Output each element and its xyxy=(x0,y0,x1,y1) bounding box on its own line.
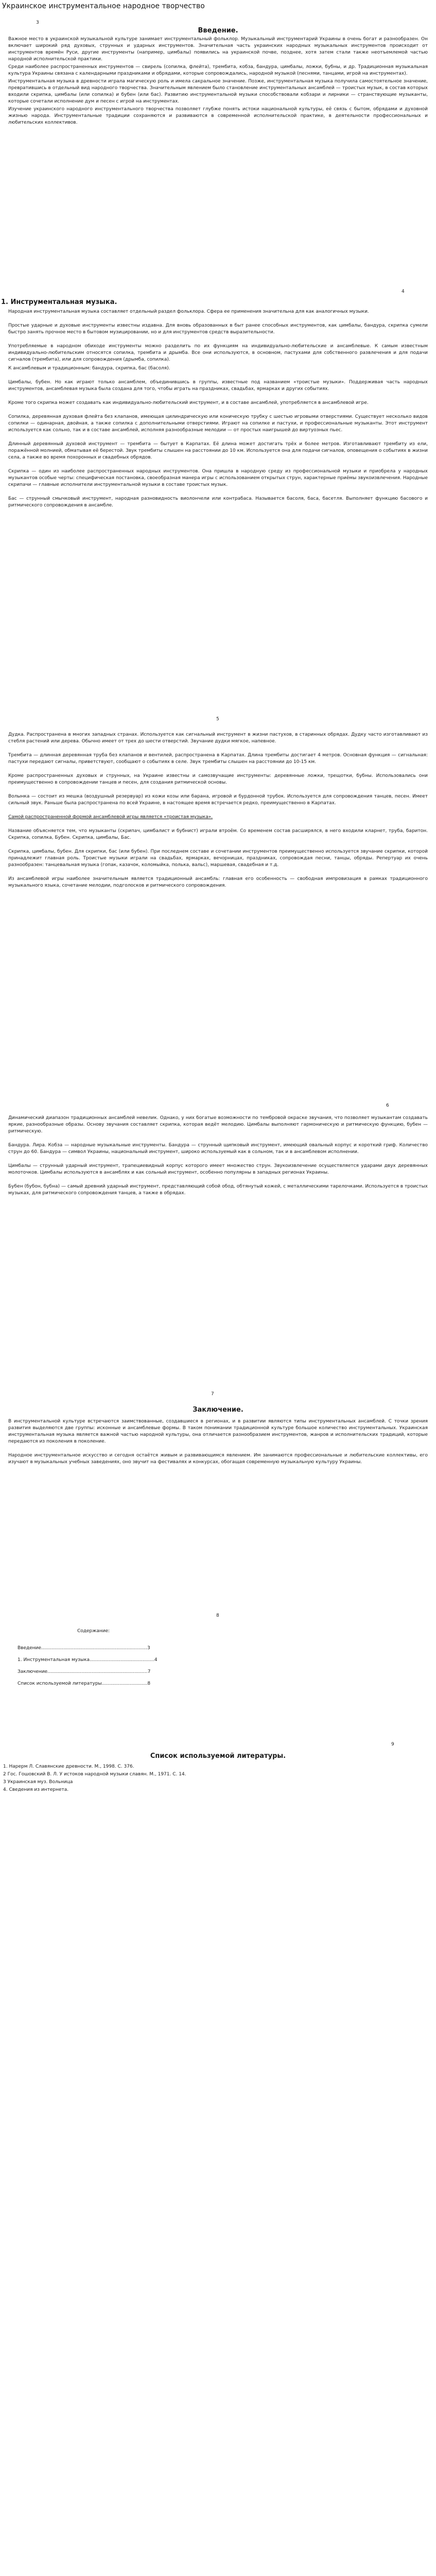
toc-entry[interactable]: Введение........................................................................3 xyxy=(18,1646,150,1651)
page-3 xyxy=(0,716,436,889)
conclusion-body xyxy=(0,1418,436,1466)
toc-entry[interactable]: 1. Инструментальная музыка............................................4 xyxy=(18,1657,158,1663)
reference-item: 4. Сведения из интернета. xyxy=(3,1787,69,1792)
references-heading: Список используемой литературы. xyxy=(150,1752,286,1760)
intro-paragraph: Инструментальная музыка в древности играла магическую роль и имела сакральное значение. Позже, инструментальная музыка получила самостоятельное значение, превратившись в отдельный вид народного творчества. Значительным явлением было становление инструментальных ансамблей — троистых музык, в состав которых входили скрипка, цимбалы (или сопилка) и бубен (или бас). Развитию инструментальной музыки способствовали кобзари и лирники — странствующие музыканты, которые сочетали исполнение дум и песен с игрой на инструментах. xyxy=(8,79,428,104)
chapter-paragraph: К ансамблевым и традиционным: бандура, скрипка, бас (басоля). xyxy=(8,366,170,371)
chapter-paragraph: Название объясняется тем, что музыканты (скрипач, цимбалист и бубнист) играли втроём. Со временем состав расширялся, в него входили кларнет, труба, баритон. Скрипка, сопилка, Бубен. Скрипка, цимбалы, Бас. xyxy=(8,828,428,840)
page-5 xyxy=(0,1391,436,1466)
chapter-1-heading: 1. Инструментальная музыка. xyxy=(1,298,117,306)
page-1 xyxy=(0,0,436,126)
chapter-paragraph: Кроме распространенных духовых и струнных, на Украине известны и самозвучащие инструменты: деревянные ложки, трещотки, бубны. Использовались они преимущественно в сопровождении танцев и песен, для создания ритмической основы. xyxy=(8,773,428,785)
chapter-paragraph: Из ансамблевой игры наиболее значительным является традиционный ансамбль: главная его особенность — свободная импровизация в рамках традиционного музыкального языка, сочетание мелодии, подголосков и ритмического сопровождения. xyxy=(8,876,428,888)
chapter-paragraph: Скрипка, цимбалы, бубен. Для скрипки, бас (или бубен). При последнем составе и сочетании инструментов преимущественно используется звучание скрипки, которой принадлежит главная роль. Троистые музыки играли на свадьбах, ярмарках, вечорницах, праздниках, сопровождая песни, танцы, обряды. Репертуар их очень разнообразен: танцевальная музыка (гопак, казачок, коломыйка, полька, вальс), маршевая, свадебная и т.д. xyxy=(8,849,428,868)
references-list xyxy=(0,1764,436,1793)
toc-entry[interactable]: Заключение....................................................................7 xyxy=(18,1669,151,1674)
page-2 xyxy=(0,289,436,509)
chapter-paragraph: Цимбалы — струнный ударный инструмент, трапециевидный корпус которого имеет множество струн. Звукоизвлечение осуществляется ударами двух деревянных молоточков. Цимбалы используются в ансамблях и как сольный инструмент, особенно популярны в западных регионах Украины. xyxy=(8,1163,428,1175)
chapter-1-body xyxy=(0,309,436,509)
intro-paragraph: Важное место в украинской музыкальной культуре занимает инструментальный фольклор. Музыкальный инструментарий Украины в очень богат и разнообразен. Он включает широкий ряд духовых, струнных и ударных инструментов. Значительная часть украинских народных музыкальных инструментов происходит от инструментов времён Руси, другие инструменты (например, цимбалы) появились на украинской почве, позднее, хотя затем стали также неотъемлемой частью народной исполнительской практики. xyxy=(8,37,428,62)
chapter-1-body-continued xyxy=(0,732,436,889)
chapter-paragraph: Трембита — длинная деревянная труба без клапанов и вентилей, распространена в Карпатах. Длина трембиты достигает 4 метров. Основная функция — сигнальная: пастухи передают сигналы, приветствуют, сообщают о событиях в селе. Звук трембиты слышен на расстоянии до 10-15 км. xyxy=(8,753,428,765)
chapter-paragraph: Динамический диапазон традиционных ансамблей невелик. Однако, у них богатые возможности по тембровой окраске звучания, что позволяет музыкантам создавать яркие, разнообразные образы. Основу звучания составляет скрипка, которая ведёт мелодию. Цимбалы выполняют гармоническую и ритмическую функцию, бубен — ритмическую. xyxy=(8,1115,428,1134)
chapter-paragraph: Дудка. Распространена в многих западных странах. Используется как сигнальный инструмент в жизни пастухов, в старинных обрядах. Дудку часто изготавливают из стебля растений или дерева. Обычно имеет от трех до шести отверстий. Звучание дудки мягкое, напевное. xyxy=(8,732,428,744)
chapter-paragraph: Кроме того скрипка может создавать как индивидуально-любительский инструмент, и в составе ансамблей, употребляется в ансамблевой игре. xyxy=(8,400,369,405)
toc-title: Содержание: xyxy=(77,1629,110,1634)
conclusion-paragraph: Народное инструментальное искусство и сегодня остаётся живым и развивающимся явлением. Им занимаются профессиональные и любительские коллективы, его изучают в музыкальных учебных заведениях, оно звучит на фестивалях и конкурсах, обогащая современную музыкальную культуру Украины. xyxy=(8,1453,428,1465)
intro-body xyxy=(0,36,436,126)
page-number: 8 xyxy=(216,1613,219,1618)
chapter-paragraph: Простые ударные и духовые инструменты известны издавна. Для вновь образованных в быт ранее способных инструментов, как цимбалы, бандура, скрипка сумели быстро занять прочное место в бытовом музицировании, но и для инструментов средств выразительности. xyxy=(8,323,428,335)
chapter-paragraph: Скрипка — один из наиболее распространенных народных инструментов. Она пришла в народную среду из профессиональной музыки и приобрела у народных музыкантов особые черты: специфическая постановка, своеобразная манера игры с использованием открытых струн, характерные приёмы звукоизвлечения. Народные скрипачи — главные исполнители инструментальной музыки в составе троистых музык. xyxy=(8,469,428,487)
chapter-paragraph: Длинный деревянный духовой инструмент — трембита — бытует в Карпатах. Её длина может достигать трёх и более метров. Изготавливают трембиту из ели, поражённой молнией, обматывая её берестой. Звук трембиты слышен на расстоянии до 10 км. Используется она для подачи сигналов, оповещения о событиях в жизни села, а также во время похоронных и свадебных обрядов. xyxy=(8,442,428,460)
chapter-paragraph: Самой распространенной формой ансамблевой игры является «троистая музыка». xyxy=(8,815,213,820)
page-number: 5 xyxy=(216,717,219,722)
conclusion-heading: Заключение. xyxy=(193,1406,243,1414)
page-number: 3 xyxy=(36,20,39,25)
chapter-paragraph: Употребляемые в народном обиходе инструменты можно разделить по их функциям на индивидуально-любительские и ансамблевые. К самым известным индивидуально-любительским относятся сопилка, трембита и дрымба. Все они используются, в основном, пастухами для собственного развлечения и для подачи сигналов (трембита), или для сопровождения (дрымба, сопилка). xyxy=(8,344,428,362)
reference-item: 1. Нарерм Л. Славянские древности. М., 1998. С. 376. xyxy=(3,1764,134,1769)
chapter-paragraph: Народная инструментальная музыка составляет отдельный раздел фольклора. Сфера ее применения значительна для как аналогичных музыки. xyxy=(8,309,369,314)
chapter-paragraph: Бубен (бубон, бубна) — самый древний ударный инструмент, представляющий собой обод, обтянутый кожей, с металлическими тарелочками. Используется в троистых музыках, для ритмического сопровождения танцев, а также в обрядах. xyxy=(8,1184,428,1196)
page-7 xyxy=(0,1741,436,1793)
page-number: 9 xyxy=(391,1742,394,1747)
reference-item: 2 Гос. Гошовский В. Л. У истоков народной музыки славян. М., 1971. С. 14. xyxy=(3,1772,186,1777)
page-4 xyxy=(0,1103,436,1197)
page-number: 4 xyxy=(402,289,405,294)
chapter-paragraph: Бас — струнный смычковый инструмент, народная разновидность виолончели или контрабаса. Называется басоля, баса, басетля. Выполняет функцию басового и ритмического сопровождения в ансамбле. xyxy=(8,496,428,508)
intro-paragraph: Среди наиболее распространенных инструментов — свирель (сопилка, флейта), трембита, кобза, бандура, цимбалы, ложки, бубны, и др. Традиционная музыкальная культура Украины связана с календарными праздниками и обрядами, которые сопровождались, народной музыкой (песнями, танцами, игрой на инструментах). xyxy=(8,64,428,76)
toc-entry[interactable]: Список используемой литературы...............................8 xyxy=(18,1681,151,1686)
page-number: 6 xyxy=(386,1103,389,1108)
chapter-paragraph: Сопилка, деревянная духовая флейта без клапанов, имеющая цилиндрическую или коническую трубку с шестью игровыми отверстиями. Существует несколько видов сопилки — одинарная, двойная, а также сопилка с дополнительными отверстиями. Играют на сопилке и пастухи, и профессиональные музыканты. Этот инструмент используется как сольно, так и в составе ансамблей, исполняя разнообразные мелодии — от простых наигрышей до виртуозных пьес. xyxy=(8,414,428,433)
toc xyxy=(0,1645,436,1687)
page-6 xyxy=(0,1613,436,1687)
chapter-paragraph: Бандура. Лира. Кобза — народные музыкальные инструменты. Бандура — струнный щипковый инструмент, имеющий овальный корпус и короткий гриф. Количество струн до 60. Бандура — символ Украины, национальный инструмент, широко используемый как в сольном, так и в ансамблевом исполнении. xyxy=(8,1143,428,1155)
chapter-paragraph: Цимбалы, бубен. Но как играют только ансамблем, объединившись в группы, известные под названием «троистые музыки». Поддерживая часть народных инструментов, ансамблевая музыка была создана для того, чтобы играть на праздниках, свадьбах, ярмарках и других событиях. xyxy=(8,380,428,392)
conclusion-paragraph: В инструментальной культуре встречаются заимствованные, создавшиеся в регионах, и в развитии являются типы инструментальных ансамблей. С точки зрения развития выделяются две группы: исконные и ансамблевые формы. В таком понимании традиционной культуре большое количество инструментальных. Украинская инструментальная музыка является важной частью народной культуры, она отличается разнообразием инструментов, жанров и исполнительских традиций, которые передаются из поколения в поколение. xyxy=(8,1419,428,1444)
document-title: Украинское инструментальное народное творчество xyxy=(2,2,205,10)
intro-paragraph: Изучение украинского народного инструментального творчества позволяет глубже понять истоки национальной культуры, её связь с бытом, обрядами и духовной жизнью народа. Инструментальные традиции сохраняются и развиваются в современной исполнительской практике, в деятельности профессиональных и любительских коллективов. xyxy=(8,107,428,125)
chapter-paragraph: Волынка — состоит из мешка (воздушный резервуар) из кожи козы или барана, игровой и бурдонной трубок. Используется для сопровождения танцев, песен. Имеет сильный звук. Раньше была распространена по всей Украине, в настоящее время встречается редко, преимущественно в Карпатах. xyxy=(8,794,428,806)
chapter-1-body-continued xyxy=(0,1115,436,1197)
reference-item: 3 Украинская муз. Вольница xyxy=(3,1780,73,1785)
intro-heading: Введение. xyxy=(198,27,238,35)
page-number: 7 xyxy=(211,1392,214,1397)
